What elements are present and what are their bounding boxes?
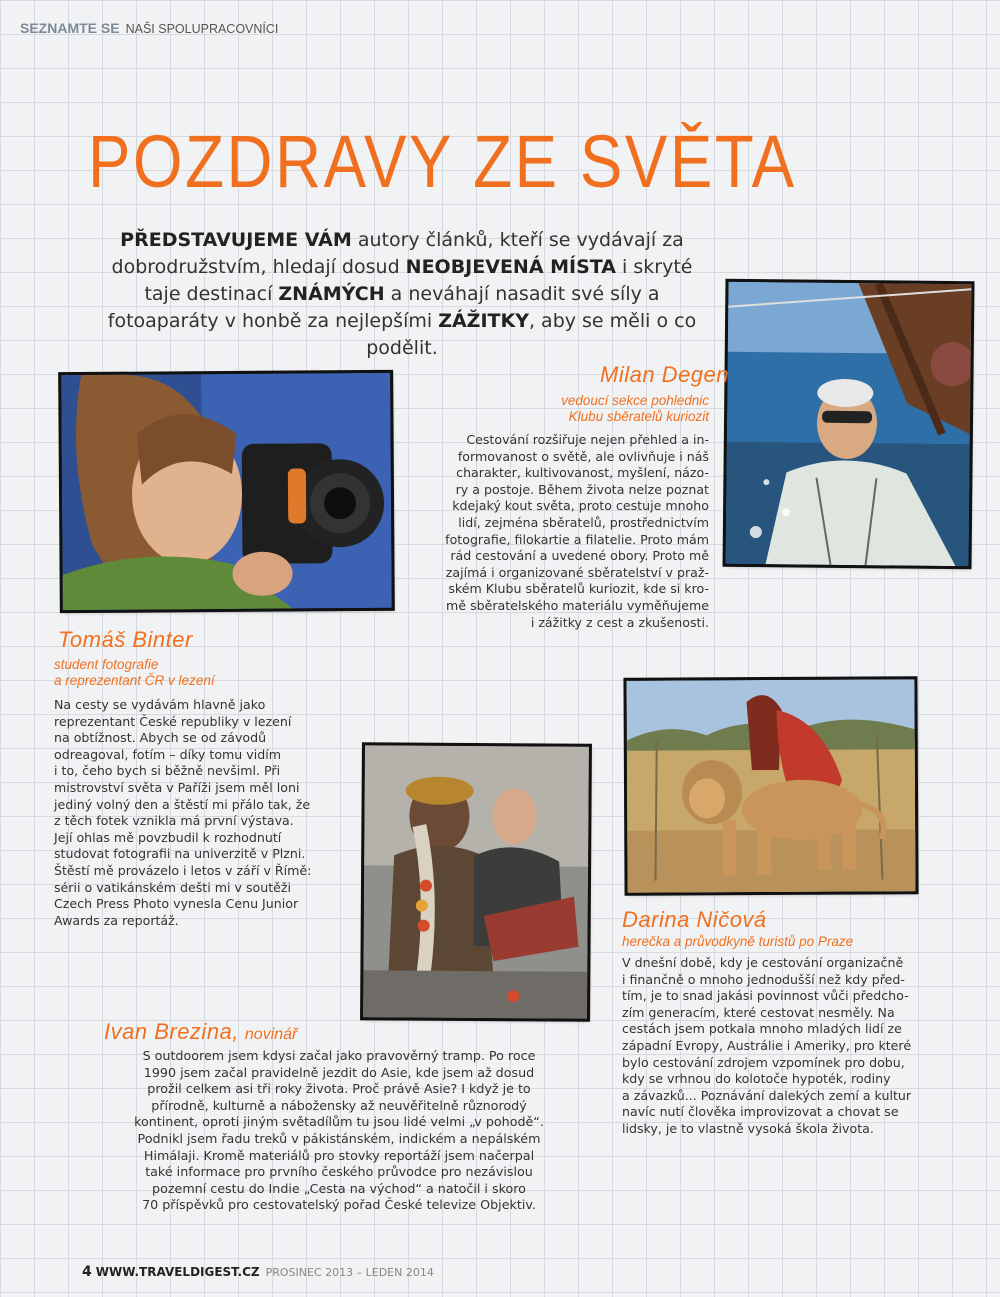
bio-line: pozemní cestu do Indie „Cesta na východ“ a natočil i skoro bbox=[152, 1180, 526, 1196]
author-role-milan bbox=[500, 393, 709, 425]
bio-line: Podnikl jsem řadu treků v pákistánském, indickém a nepálském bbox=[137, 1130, 541, 1146]
bio-line: kdy se vrhnou do kolotoče hypoték, rodiny bbox=[622, 1071, 891, 1087]
intro-bold-1: PŘEDSTAVUJEME VÁM bbox=[120, 229, 352, 251]
bio-line: z těch fotek vznikla má první výstava. bbox=[54, 813, 294, 829]
page-number: 4 bbox=[82, 1264, 92, 1280]
author-role-ivan: novinář bbox=[244, 1026, 298, 1043]
photo-tomas-binter bbox=[61, 373, 392, 610]
bio-line: i finančně o mnoho jednodušší než kdy před- bbox=[622, 971, 905, 987]
bio-line: ském Klubu sběratelů kuriozit, kde si kro- bbox=[448, 581, 709, 597]
photo-darina-nicova bbox=[626, 679, 915, 893]
intro-text-1: autory článků, kteří se vydávají za dobrodružstvím, hledají dosud bbox=[111, 229, 684, 278]
author-name-ivan: Ivan Brezina, bbox=[104, 1019, 239, 1044]
bio-line: lidí, zejména sběratelů, prostřednictvím bbox=[458, 514, 709, 530]
author-role-tomas bbox=[54, 657, 304, 689]
bio-line: S outdoorem jsem kdysi začal jako pravověrný tramp. Po roce bbox=[142, 1048, 536, 1063]
intro-text-4: , aby se měli o co podělit. bbox=[366, 310, 697, 359]
bio-line: tím, je to snad jakási povinnost vůči předcho- bbox=[622, 988, 909, 1004]
bio-line: cestách jsem potkala mnoho mladých lidí ze bbox=[622, 1021, 902, 1037]
bio-line: bylo cestování zdrojem vzpomínek pro dobu, bbox=[622, 1054, 905, 1070]
section-subtag: NAŠI SPOLUPRACOVNÍCI bbox=[125, 22, 279, 36]
intro-bold-3: ZNÁMÝCH bbox=[278, 283, 385, 305]
bio-line: Cestování rozšiřuje nejen přehled a in- bbox=[466, 432, 709, 447]
page-title: POZDRAVY ZE SVĚTA bbox=[88, 120, 797, 203]
bio-line: zajímá i organizované sběratelství v praž- bbox=[445, 564, 709, 580]
bio-line: V dnešní době, kdy je cestování organizačně bbox=[622, 955, 904, 970]
author-heading-ivan bbox=[104, 1019, 297, 1045]
bio-line: formovanost o světě, ale ovlivňuje i náš bbox=[457, 448, 709, 464]
bio-line: i zážitky z cest a zkušenosti. bbox=[530, 614, 709, 630]
bio-line: jediný volný den a štěstí mi přálo tak, že bbox=[54, 796, 311, 812]
bio-line: Czech Press Photo vynesla Cenu Junior bbox=[54, 896, 299, 912]
bio-line: také informace pro prvního českého průvodce pro nezávislou bbox=[145, 1164, 533, 1180]
bio-line: kontinent, oproti jiným světadílům tu jsou lidé velmi „v pohodě“. bbox=[134, 1114, 544, 1130]
section-tag: SEZNAMTE SE bbox=[20, 20, 120, 36]
photo-ivan-brezina bbox=[363, 745, 589, 1019]
intro-paragraph bbox=[92, 227, 712, 362]
bio-line: mistrovství světa v Paříži jsem měl loni bbox=[54, 779, 300, 795]
footer-date: PROSINEC 2013 – LEDEN 2014 bbox=[265, 1266, 434, 1279]
bio-line: 1990 jsem začal pravidelně jezdit do Asie, kde jsem až dosud bbox=[143, 1064, 535, 1080]
intro-bold-2: NEOBJEVENÁ MÍSTA bbox=[405, 256, 616, 278]
role-line: herečka a průvodkyně turistů po Praze bbox=[622, 934, 854, 949]
bio-line: i to, čeho bych si běžně nevšiml. Při bbox=[54, 763, 281, 779]
author-role-darina bbox=[622, 934, 922, 950]
bio-line: mě sběratelského materiálu vyměňujeme bbox=[446, 597, 709, 613]
bio-line: ry a postoje. Během života nelze poznat bbox=[455, 481, 709, 497]
bio-line: Její ohlas mě povzbudil k rozhodnutí bbox=[54, 829, 282, 845]
bio-line: lidsky, je to vlastně vysoká škola života. bbox=[622, 1120, 874, 1136]
author-name-darina: Darina Ničová bbox=[622, 907, 767, 932]
bio-line: Na cesty se vydávám hlavně jako bbox=[54, 697, 266, 712]
intro-text-3: a neváhají nasadit své síly a fotoaparáty v honbě za nejlepšími bbox=[107, 283, 660, 332]
photo-milan-degen bbox=[726, 282, 972, 567]
page-footer bbox=[82, 1264, 434, 1280]
author-name-tomas: Tomáš Binter bbox=[58, 627, 193, 652]
bio-line: navíc nutí člověka improvizovat a chovat se bbox=[622, 1104, 899, 1120]
author-bio-darina bbox=[622, 955, 922, 1138]
bio-line: 70 příspěvků pro cestovatelský pořad České televize Objektiv. bbox=[142, 1197, 536, 1213]
bio-line: rád cestování a uvedené obory. Proto mě bbox=[450, 548, 709, 564]
bio-line: západní Evropy, Austrálie i Ameriky, pro které bbox=[622, 1037, 912, 1053]
bio-line: charakter, kultivovanost, myšlení, názo- bbox=[456, 465, 709, 481]
author-name-milan: Milan Degen bbox=[600, 362, 730, 387]
bio-line: fotografie, filokartie a filatelie. Proto mám bbox=[445, 531, 709, 547]
role-line: a reprezentant ČR v lezení bbox=[54, 673, 215, 688]
bio-line: studovat fotografii na univerzitě v Plzni. bbox=[54, 846, 306, 862]
section-header bbox=[20, 20, 278, 37]
author-bio-milan bbox=[420, 432, 709, 631]
bio-line: sérii o vatikánském dešti mi v soutěži bbox=[54, 879, 292, 895]
author-bio-ivan bbox=[104, 1048, 574, 1214]
bio-line: přírodně, kulturně a nábožensky až neuvěřitelně různorodý bbox=[151, 1097, 527, 1113]
intro-text-2: i skryté taje destinací bbox=[144, 256, 693, 305]
bio-line: na obtížnost. Abych se od závodů bbox=[54, 730, 267, 746]
bio-line: odreagoval, fotím – díky tomu vidím bbox=[54, 746, 281, 762]
role-line: Klubu sběratelů kuriozit bbox=[568, 409, 709, 424]
intro-bold-4: ZÁŽITKY bbox=[438, 310, 529, 332]
bio-line: kdejaký kout světa, proto cestuje mnoho bbox=[452, 498, 709, 514]
role-line: student fotografie bbox=[54, 657, 159, 672]
bio-line: prožil celkem asi tři roky života. Proč právě Asie? I když je to bbox=[147, 1081, 531, 1097]
bio-line: Awards za reportáž. bbox=[54, 912, 179, 928]
footer-url: WWW.TRAVELDIGEST.CZ bbox=[95, 1265, 260, 1279]
bio-line: Himálaji. Kromě materiálů pro stovky reportáží jsem načerpal bbox=[143, 1147, 535, 1163]
bio-line: reprezentant České republiky v lezení bbox=[54, 713, 292, 729]
bio-line: zím generacím, které cestovat nesměly. Na bbox=[622, 1004, 895, 1020]
author-bio-tomas bbox=[54, 697, 354, 929]
role-line: vedoucí sekce pohlednic bbox=[561, 393, 709, 408]
bio-line: Štěstí mě provázelo i letos v září v Římě: bbox=[54, 862, 312, 878]
bio-line: a závazků... Poznávání dalekých zemí a kultur bbox=[622, 1087, 912, 1103]
